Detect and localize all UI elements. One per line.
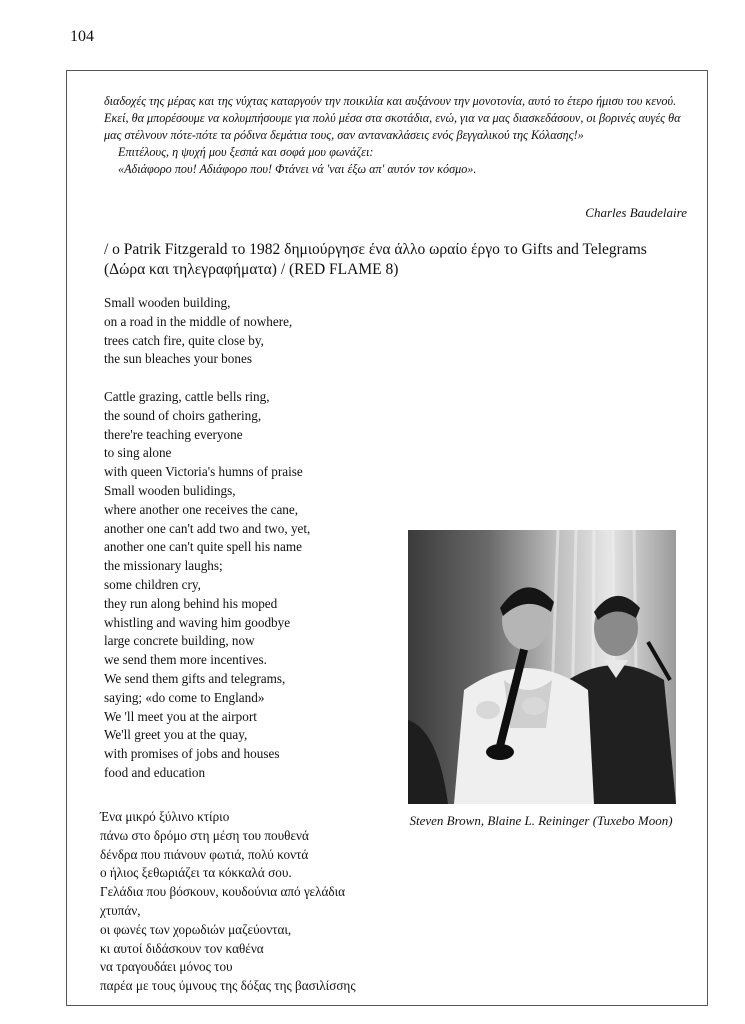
poem-line: saying; «do come to England»	[104, 689, 265, 705]
poem-line: there're teaching everyone	[104, 426, 243, 442]
poem-line: δένδρα που πιάνουν φωτιά, πολύ κοντά	[100, 846, 309, 862]
poem-line: Cattle grazing, cattle bells ring,	[104, 388, 270, 404]
english-poem	[104, 294, 310, 783]
poem-line: We send them gifts and telegrams,	[104, 670, 286, 686]
baudelaire-quote	[104, 93, 684, 178]
quote-paragraph-2: Επιτέλους, η ψυχή μου ξεσπά και σοφά μου φωνάζει:	[118, 145, 374, 159]
poem-line: to sing alone	[104, 445, 172, 461]
greek-poem	[100, 808, 356, 996]
photo-caption: Steven Brown, Blaine L. Reininger (Tuxebo Moon)	[409, 813, 673, 828]
poem-line: with promises of jobs and houses	[104, 746, 280, 762]
quote-attribution: Charles Baudelaire	[585, 205, 687, 220]
poem-line: Small wooden building,	[104, 295, 231, 310]
poem-line: Ένα μικρό ξύλινο κτίριο	[100, 809, 230, 824]
poem-line: οι φωνές των χορωδιών μαζεύονται,	[100, 921, 292, 937]
poem-line: some children cry,	[104, 576, 201, 592]
poem-line: large concrete building, now	[104, 633, 255, 649]
poem-line: κι αυτοί διδάσκουν τον καθένα	[100, 940, 264, 956]
poem-line: another one can't add two and two, yet,	[104, 520, 311, 536]
poem-line: ο ήλιος ξεθωριάζει τα κόκκαλά σου.	[100, 865, 292, 881]
stanza-break	[104, 369, 310, 388]
poem-line: they run along behind his moped	[104, 595, 278, 611]
poem-line: παρέα με τους ύμνους της δόξας της βασιλίσσης	[100, 978, 356, 994]
poem-line: Small wooden bulidings,	[104, 482, 236, 498]
poem-line: trees catch fire, quite close by,	[104, 332, 264, 348]
poem-line: on a road in the middle of nowhere,	[104, 313, 293, 329]
section-heading: / ο Patrik Fitzgerald το 1982 δημιούργησε ένα άλλο ωραίο έργο το Gifts and Telegrams (Δώρα και τηλεγραφήματα) / (RED FLAME 8)	[104, 241, 647, 278]
poem-line: χτυπάν,	[100, 902, 141, 918]
poem-line: We'll greet you at the quay,	[104, 727, 248, 743]
poem-line: να τραγουδάει μόνος του	[100, 959, 233, 975]
quote-paragraph-3: «Αδιάφορο που! Αδιάφορο που! Φτάνει νά 'ναι έξω απ' αυτόν τον κόσμο».	[118, 162, 477, 176]
poem-line: where another one receives the cane,	[104, 501, 299, 517]
poem-line: We 'll meet you at the airport	[104, 708, 257, 724]
poem-line: πάνω στο δρόμο στη μέση του πουθενά	[100, 827, 309, 843]
quote-paragraph-1: διαδοχές της μέρας και της νύχτας καταργούν την ποικιλία και αυξάνουν την μονοτονία, αυτό το έτερο ήμισυ του κενού. Εκεί, θα μπορέσουμε να κολυμπήσουμε για πολύ μέσα στα σκοτάδια, ενώ, για να μας διασκεδάσουν, οι βορινές αυγές θα μας στέλνουν πότε-πότε τα ρόδινα δεμάτια τους, σαν αντανακλάσεις ενός βεγγαλικού της Κόλασης!»	[104, 94, 681, 142]
poem-line: another one can't quite spell his name	[104, 539, 302, 555]
poem-line: whistling and waving him goodbye	[104, 614, 291, 630]
poem-line: Γελάδια που βόσκουν, κουδούνια από γελάδια	[100, 884, 346, 900]
poem-line: the missionary laughs;	[104, 558, 223, 574]
poem-line: the sound of choirs gathering,	[104, 407, 262, 423]
band-photo	[408, 530, 676, 804]
page-number: 104	[70, 28, 94, 45]
poem-line: the sun bleaches your bones	[104, 351, 252, 367]
poem-line: with queen Victoria's humns of praise	[104, 464, 303, 480]
poem-line: we send them more incentives.	[104, 652, 267, 668]
poem-line: food and education	[104, 764, 206, 780]
